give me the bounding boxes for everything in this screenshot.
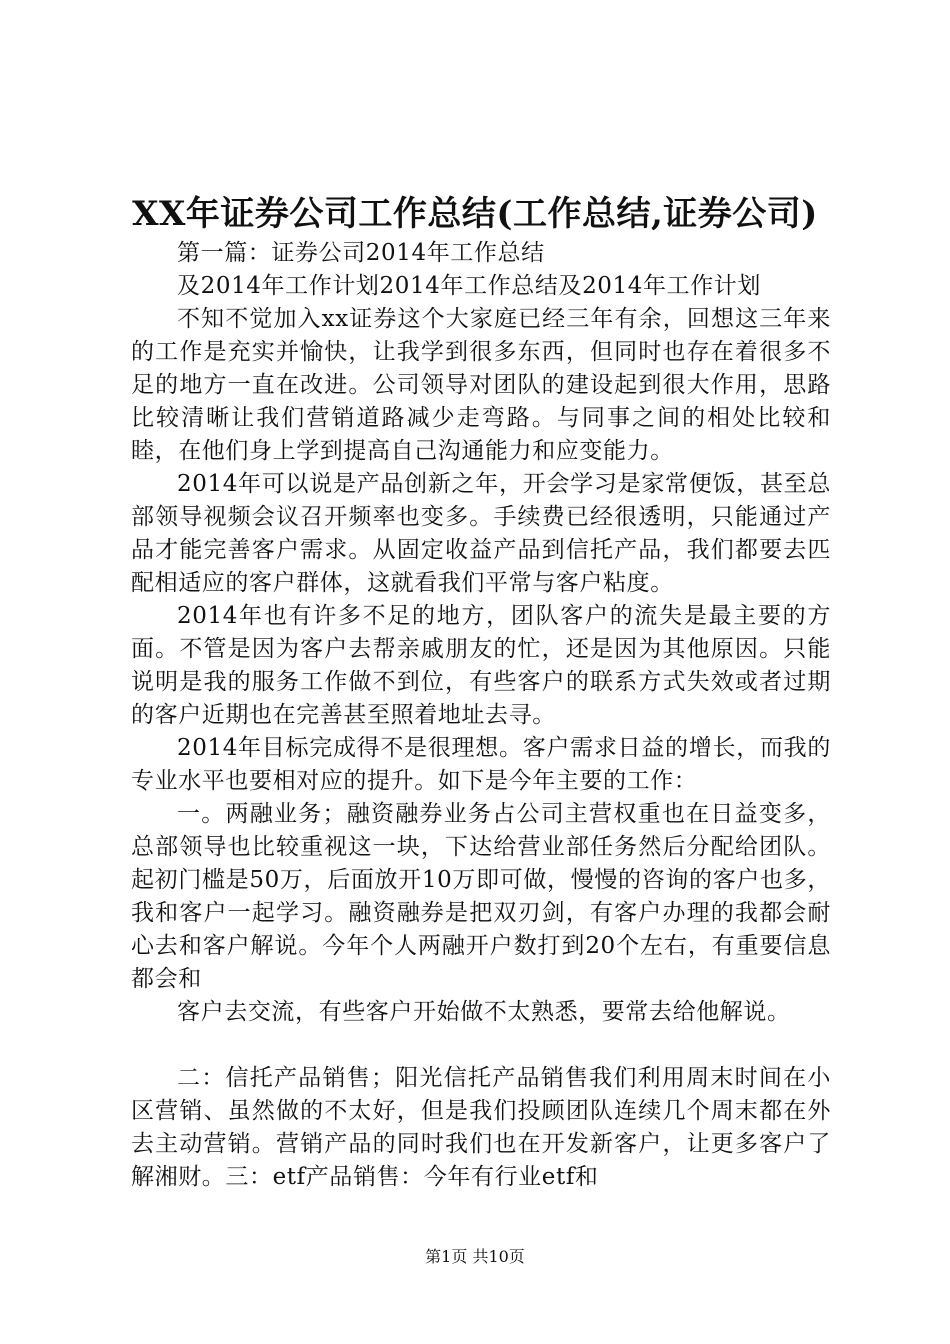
document-body [131, 237, 831, 1194]
document-title: XX年证券公司工作总结(工作总结,证券公司) [132, 194, 818, 234]
paragraph: 2014年目标完成得不是很理想。客户需求日益的增长，而我的专业水平也要相对应的提升。如下是今年主要的工作： [131, 735, 831, 794]
paragraph: 2014年可以说是产品创新之年，开会学习是家常便饭，甚至总部领导视频会议召开频率也变多。手续费已经很透明，只能通过产品才能完善客户需求。从固定收益产品到信托产品，我们都要去匹配相适应的客户群体，这就看我们平常与客户粘度。 [131, 471, 831, 596]
paragraph: 一。两融业务；融资融券业务占公司主营权重也在日益变多，总部领导也比较重视这一块，下达给营业部任务然后分配给团队。起初门槛是50万，后面放开10万即可做，慢慢的咨询的客户也多，我和客户一起学习。融资融券是把双刃剑，有客户办理的我都会耐心去和客户解说。今年个人两融开户数打到20个左右，有重要信息都会和 [131, 801, 831, 992]
paragraph: 2014年也有许多不足的地方，团队客户的流失是最主要的方面。不管是因为客户去帮亲戚朋友的忙，还是因为其他原因。只能说明是我的服务工作做不到位，有些客户的联系方式失效或者过期的客户近期也在完善甚至照着地址去寻。 [131, 603, 831, 728]
paragraph: 第一篇：证券公司2014年工作总结 [177, 240, 545, 266]
paragraph: 客户去交流，有些客户开始做不太熟悉，要常去给他解说。 [177, 999, 791, 1025]
paragraph: 不知不觉加入xx证券这个大家庭已经三年有余，回想这三年来的工作是充实并愉快，让我学到很多东西，但同时也存在着很多不足的地方一直在改进。公司领导对团队的建设起到很大作用，思路比较清晰让我们营销道路减少走弯路。与同事之间的相处比较和睦，在他们身上学到提高自己沟通能力和应变能力。 [131, 306, 831, 464]
paragraph: 二：信托产品销售；阳光信托产品销售我们利用周末时间在小区营销、虽然做的不太好，但是我们投顾团队连续几个周末都在外去主动营销。营销产品的同时我们也在开发新客户，让更多客户了解湘财。三：etf产品销售：今年有行业etf和 [131, 1065, 831, 1190]
page-number: 第1页 共10页 [425, 1247, 525, 1266]
paragraph: 及2014年工作计划2014年工作总结及2014年工作计划 [177, 273, 761, 299]
